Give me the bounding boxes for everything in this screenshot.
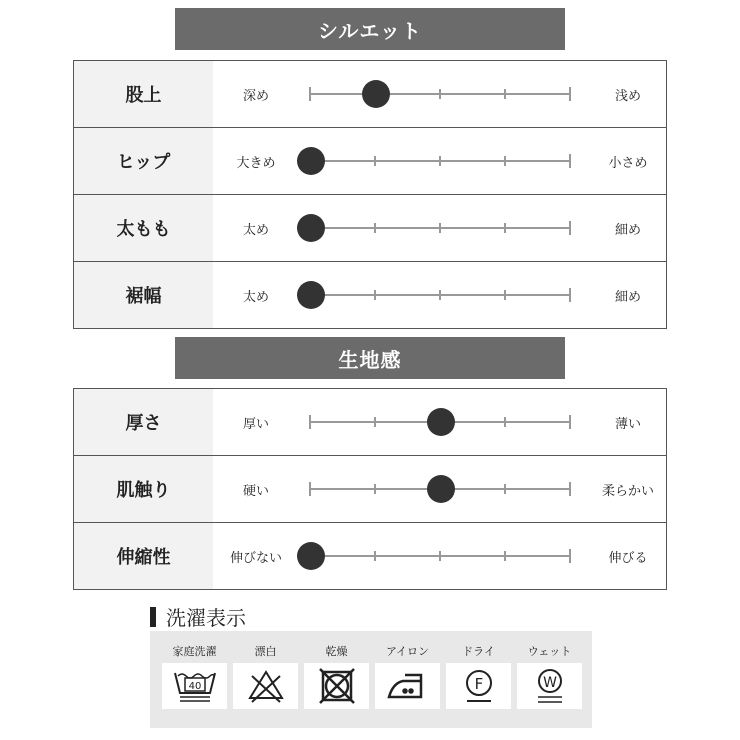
scale-tick [374,484,376,494]
row-label: 厚さ [74,389,213,455]
scale-tick [569,288,571,302]
scale-tick [374,551,376,561]
row-label: 太もも [74,195,213,261]
scale-tick [569,87,571,101]
row-label: 伸縮性 [74,523,213,589]
care-label: アイロン [385,645,429,658]
care-item [233,641,298,709]
care-title: 洗濯表示 [166,606,246,630]
scale-track [310,294,570,296]
scale-tick [439,156,441,166]
scale-knob [297,281,325,309]
scale-knob [427,408,455,436]
scale-tick [504,290,506,300]
scale-tick [504,484,506,494]
left-label: 伸びない [229,550,282,566]
care-label: 乾燥 [325,645,348,658]
no-tumble-dry-icon [304,663,369,709]
scale-tick [309,482,311,496]
scale-tick [569,549,571,563]
scale-row [74,61,666,128]
care-label: ドライ [462,645,495,658]
scale-tick [504,223,506,233]
scale-row [74,389,666,456]
scale-tick [309,87,311,101]
right-label: 伸びる [608,550,648,566]
left-label: 深め [242,88,269,104]
scale-track [310,488,570,490]
texture-header: 生地感 [175,337,565,379]
scale-knob [297,147,325,175]
right-label: 細め [614,222,641,238]
scale-knob [297,542,325,570]
care-label: 漂白 [254,645,277,658]
scale-tick [439,223,441,233]
heading-bar [150,607,156,627]
care-item [375,641,440,709]
wet-clean-w-icon [517,663,582,709]
scale-knob [362,80,390,108]
row-label: ヒップ [74,128,213,194]
scale-tick [374,290,376,300]
svg-text:F: F [474,675,483,693]
dry-clean-f-icon [446,663,511,709]
left-label: 太め [242,289,269,305]
care-item [162,641,227,709]
scale-tick [439,89,441,99]
scale-track [310,160,570,162]
care-item [517,641,582,709]
left-label: 厚い [242,416,269,432]
care-item [304,641,369,709]
scale-tick [439,551,441,561]
left-label: 太め [242,222,269,238]
scale-tick [439,290,441,300]
care-heading [150,602,246,631]
iron-medium-icon [375,663,440,709]
care-item [446,641,511,709]
wash-40-icon [162,663,227,709]
scale-track [310,227,570,229]
scale-tick [374,417,376,427]
scale-row [74,195,666,262]
scale-tick [569,154,571,168]
scale-row [74,262,666,329]
scale-tick [569,482,571,496]
scale-tick [374,156,376,166]
scale-knob [297,214,325,242]
care-label: 家庭洗濯 [172,645,217,658]
scale-tick [374,223,376,233]
scale-tick [569,221,571,235]
scale-row [74,523,666,590]
right-label: 薄い [614,416,641,432]
scale-tick [504,417,506,427]
row-label: 股上 [74,61,213,127]
texture-table [73,388,667,590]
silhouette-table [73,60,667,329]
scale-row [74,456,666,523]
right-label: 細め [614,289,641,305]
no-bleach-icon [233,663,298,709]
scale-row [74,128,666,195]
scale-track [310,421,570,423]
care-panel [150,631,592,728]
scale-tick [504,551,506,561]
scale-tick [504,89,506,99]
svg-text:40: 40 [188,681,201,692]
scale-track [310,555,570,557]
right-label: 小さめ [608,155,648,171]
row-label: 裾幅 [74,262,213,328]
right-label: 浅め [614,88,641,104]
left-label: 大きめ [236,155,276,171]
silhouette-header: シルエット [175,8,565,50]
scale-track [310,93,570,95]
care-label: ウェット [527,645,572,658]
scale-tick [504,156,506,166]
row-label: 肌触り [74,456,213,522]
left-label: 硬い [242,483,269,499]
right-label: 柔らかい [601,483,654,499]
svg-text:W: W [542,675,557,691]
scale-tick [309,415,311,429]
scale-knob [427,475,455,503]
scale-tick [569,415,571,429]
